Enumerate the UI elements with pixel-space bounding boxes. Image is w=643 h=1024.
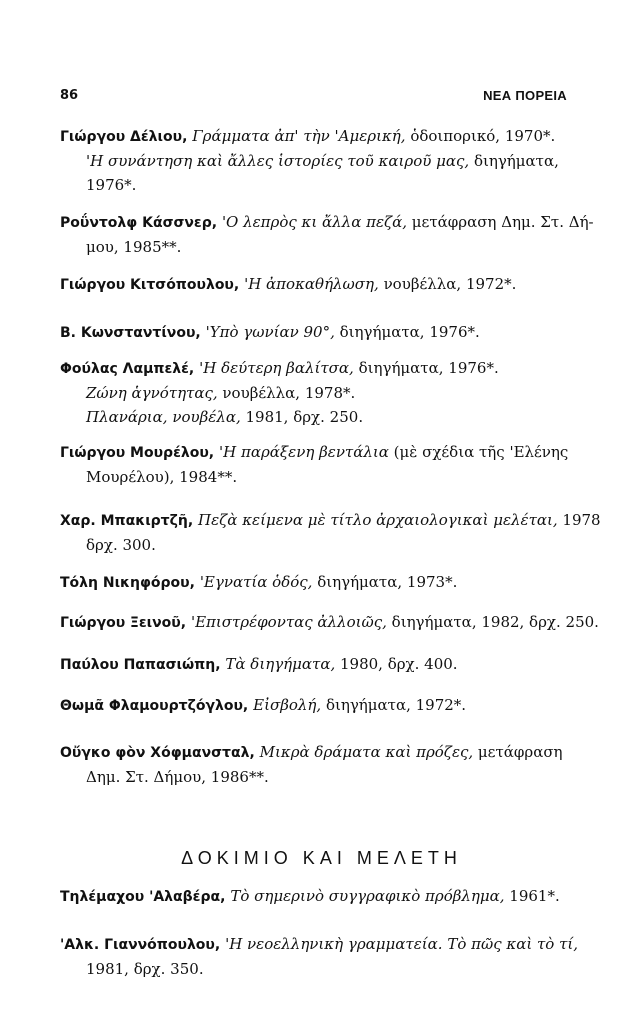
- author-name: Οὔγκο φὸν Χόφμανσταλ,: [60, 745, 260, 761]
- entry-line: [60, 405, 572, 429]
- entry-line: [60, 381, 572, 405]
- bibliography-entry: [60, 693, 572, 718]
- work-title: Εἰσβολή,: [253, 696, 322, 714]
- entry-line: [60, 235, 572, 259]
- bibliography-entry: [60, 124, 572, 197]
- work-title: Πεζὰ κείμενα μὲ τίτλο ἀρχαιολογικαὶ μελέται,: [198, 511, 558, 529]
- bibliography-entry: [60, 610, 599, 635]
- bibliography-entry: [60, 932, 579, 981]
- author-name: Τόλη Νικηφόρου,: [60, 575, 200, 591]
- section-heading: ΔΟΚΙΜΙΟ ΚΑΙ ΜΕΛΕΤΗ: [181, 848, 462, 868]
- bibliography-entry: [60, 210, 594, 259]
- entry-line: [60, 149, 572, 173]
- publication-details: διηγήματα, 1982, δρχ. 250.: [386, 613, 599, 631]
- bibliography-entry: [60, 652, 572, 677]
- publication-details: (μὲ σχέδια τῆς 'Ελένης: [388, 443, 569, 461]
- work-title: Ζώνη ἁγνότητας,: [86, 384, 218, 402]
- work-title: Γράμματα ἀπ' τὴν 'Αμερική,: [192, 127, 406, 145]
- author-name: Ροΰντολφ Κάσσνερ,: [60, 215, 222, 231]
- work-title: 'Εγνατία ὁδός,: [199, 573, 313, 591]
- publication-details: 1978: [557, 511, 601, 529]
- entry-line: [60, 440, 572, 465]
- entry-line: [60, 320, 572, 345]
- publication-details: μετάφραση: [473, 743, 563, 761]
- publication-details: μετάφραση Δημ. Στ. Δή-: [407, 213, 594, 231]
- publication-details: 1976*.: [86, 176, 137, 194]
- entry-line: [60, 272, 572, 297]
- publication-details: 1981, δρχ. 250.: [240, 408, 364, 426]
- publication-details: Δημ. Στ. Δήμου, 1986**.: [86, 768, 269, 786]
- author-name: 'Αλκ. Γιαννόπουλου,: [60, 937, 226, 953]
- publication-details: μου, 1985**.: [86, 238, 182, 256]
- entry-line: [60, 932, 579, 957]
- entry-line: [60, 465, 572, 489]
- publication-details: διηγήματα, 1972*.: [321, 696, 467, 714]
- running-title: ΝΕΑ ΠΟΡΕΙΑ: [483, 88, 567, 103]
- bibliography-entry: [60, 356, 572, 429]
- publication-details: νουβέλλα, 1978*.: [217, 384, 356, 402]
- author-name: Β. Κωνσταντίνου,: [60, 325, 206, 341]
- entry-line: [60, 610, 599, 635]
- work-title: 'Επιστρέφοντας ἀλλοιῶς,: [190, 613, 387, 631]
- author-name: Θωμᾶ Φλαμουρτζόγλου,: [60, 698, 254, 714]
- author-name: Χαρ. Μπακιρτζῆ,: [60, 513, 199, 529]
- work-title: 'Η ἀποκαθήλωση,: [244, 275, 379, 293]
- entry-line: [60, 884, 572, 909]
- entry-line: [60, 570, 572, 595]
- entry-line: [60, 124, 572, 149]
- entry-line: [60, 740, 572, 765]
- author-name: Γιώργου Ξεινοῦ,: [60, 615, 191, 631]
- bibliography-entry: [60, 884, 572, 909]
- publication-details: 1981, δρχ. 350.: [86, 960, 204, 978]
- bibliography-entry: [60, 320, 572, 345]
- author-name: Τηλέμαχου 'Αλαβέρα,: [60, 889, 231, 905]
- publication-details: 1961*.: [504, 887, 560, 905]
- work-title: Τὸ σημερινὸ συγγραφικὸ πρόβλημα,: [230, 887, 505, 905]
- entry-line: [60, 652, 572, 677]
- author-name: Γιώργου Κιτσόπουλου,: [60, 277, 245, 293]
- entry-line: [60, 533, 572, 557]
- publication-details: δρχ. 300.: [86, 536, 156, 554]
- author-name: Παύλου Παπασιώπη,: [60, 657, 226, 673]
- entry-line: [60, 765, 572, 789]
- entry-line: [60, 957, 572, 981]
- publication-details: ὁδοιπορικό, 1970*.: [405, 127, 556, 145]
- publication-details: νουβέλλα, 1972*.: [378, 275, 517, 293]
- author-name: Φούλας Λαμπελέ,: [60, 361, 200, 377]
- work-title: 'Η παράξενη βεντάλια: [219, 443, 389, 461]
- publication-details: Μουρέλου), 1984**.: [86, 468, 238, 486]
- publication-details: 1980, δρχ. 400.: [335, 655, 458, 673]
- work-title: 'Ο λεπρὸς κι ἄλλα πεζά,: [221, 213, 408, 231]
- publication-details: διηγήματα,: [469, 152, 559, 170]
- bibliography-entry: [60, 740, 572, 789]
- author-name: Γιώργου Δέλιου,: [60, 129, 193, 145]
- bibliography-entry: [60, 570, 572, 595]
- publication-details: διηγήματα, 1976*.: [334, 323, 480, 341]
- bibliography-entry: [60, 440, 572, 489]
- work-title: Μικρὰ δράματα καὶ πρόζες,: [259, 743, 474, 761]
- work-title: Τὰ διηγήματα,: [225, 655, 336, 673]
- publication-details: διηγήματα, 1973*.: [312, 573, 458, 591]
- entry-line: [60, 693, 572, 718]
- entry-line: [60, 173, 572, 197]
- work-title: Πλανάρια, νουβέλα,: [86, 408, 241, 426]
- work-title: 'Η συνάντηση καὶ ἄλλες ἱστορίες τοῦ καιροῦ μας,: [86, 152, 470, 170]
- entry-line: [60, 356, 572, 381]
- publication-details: διηγήματα, 1976*.: [353, 359, 499, 377]
- work-title: 'Η δεύτερη βαλίτσα,: [199, 359, 354, 377]
- bibliography-entry: [60, 272, 572, 297]
- bibliography-entry: [60, 508, 601, 557]
- page-number: 86: [60, 88, 79, 103]
- entry-line: [60, 210, 594, 235]
- author-name: Γιώργου Μουρέλου,: [60, 445, 219, 461]
- work-title: 'Η νεοελληνικὴ γραμματεία. Τὸ πῶς καὶ τὸ τί,: [225, 935, 579, 953]
- entry-line: [60, 508, 601, 533]
- work-title: 'Υπὸ γωνίαν 90°,: [205, 323, 335, 341]
